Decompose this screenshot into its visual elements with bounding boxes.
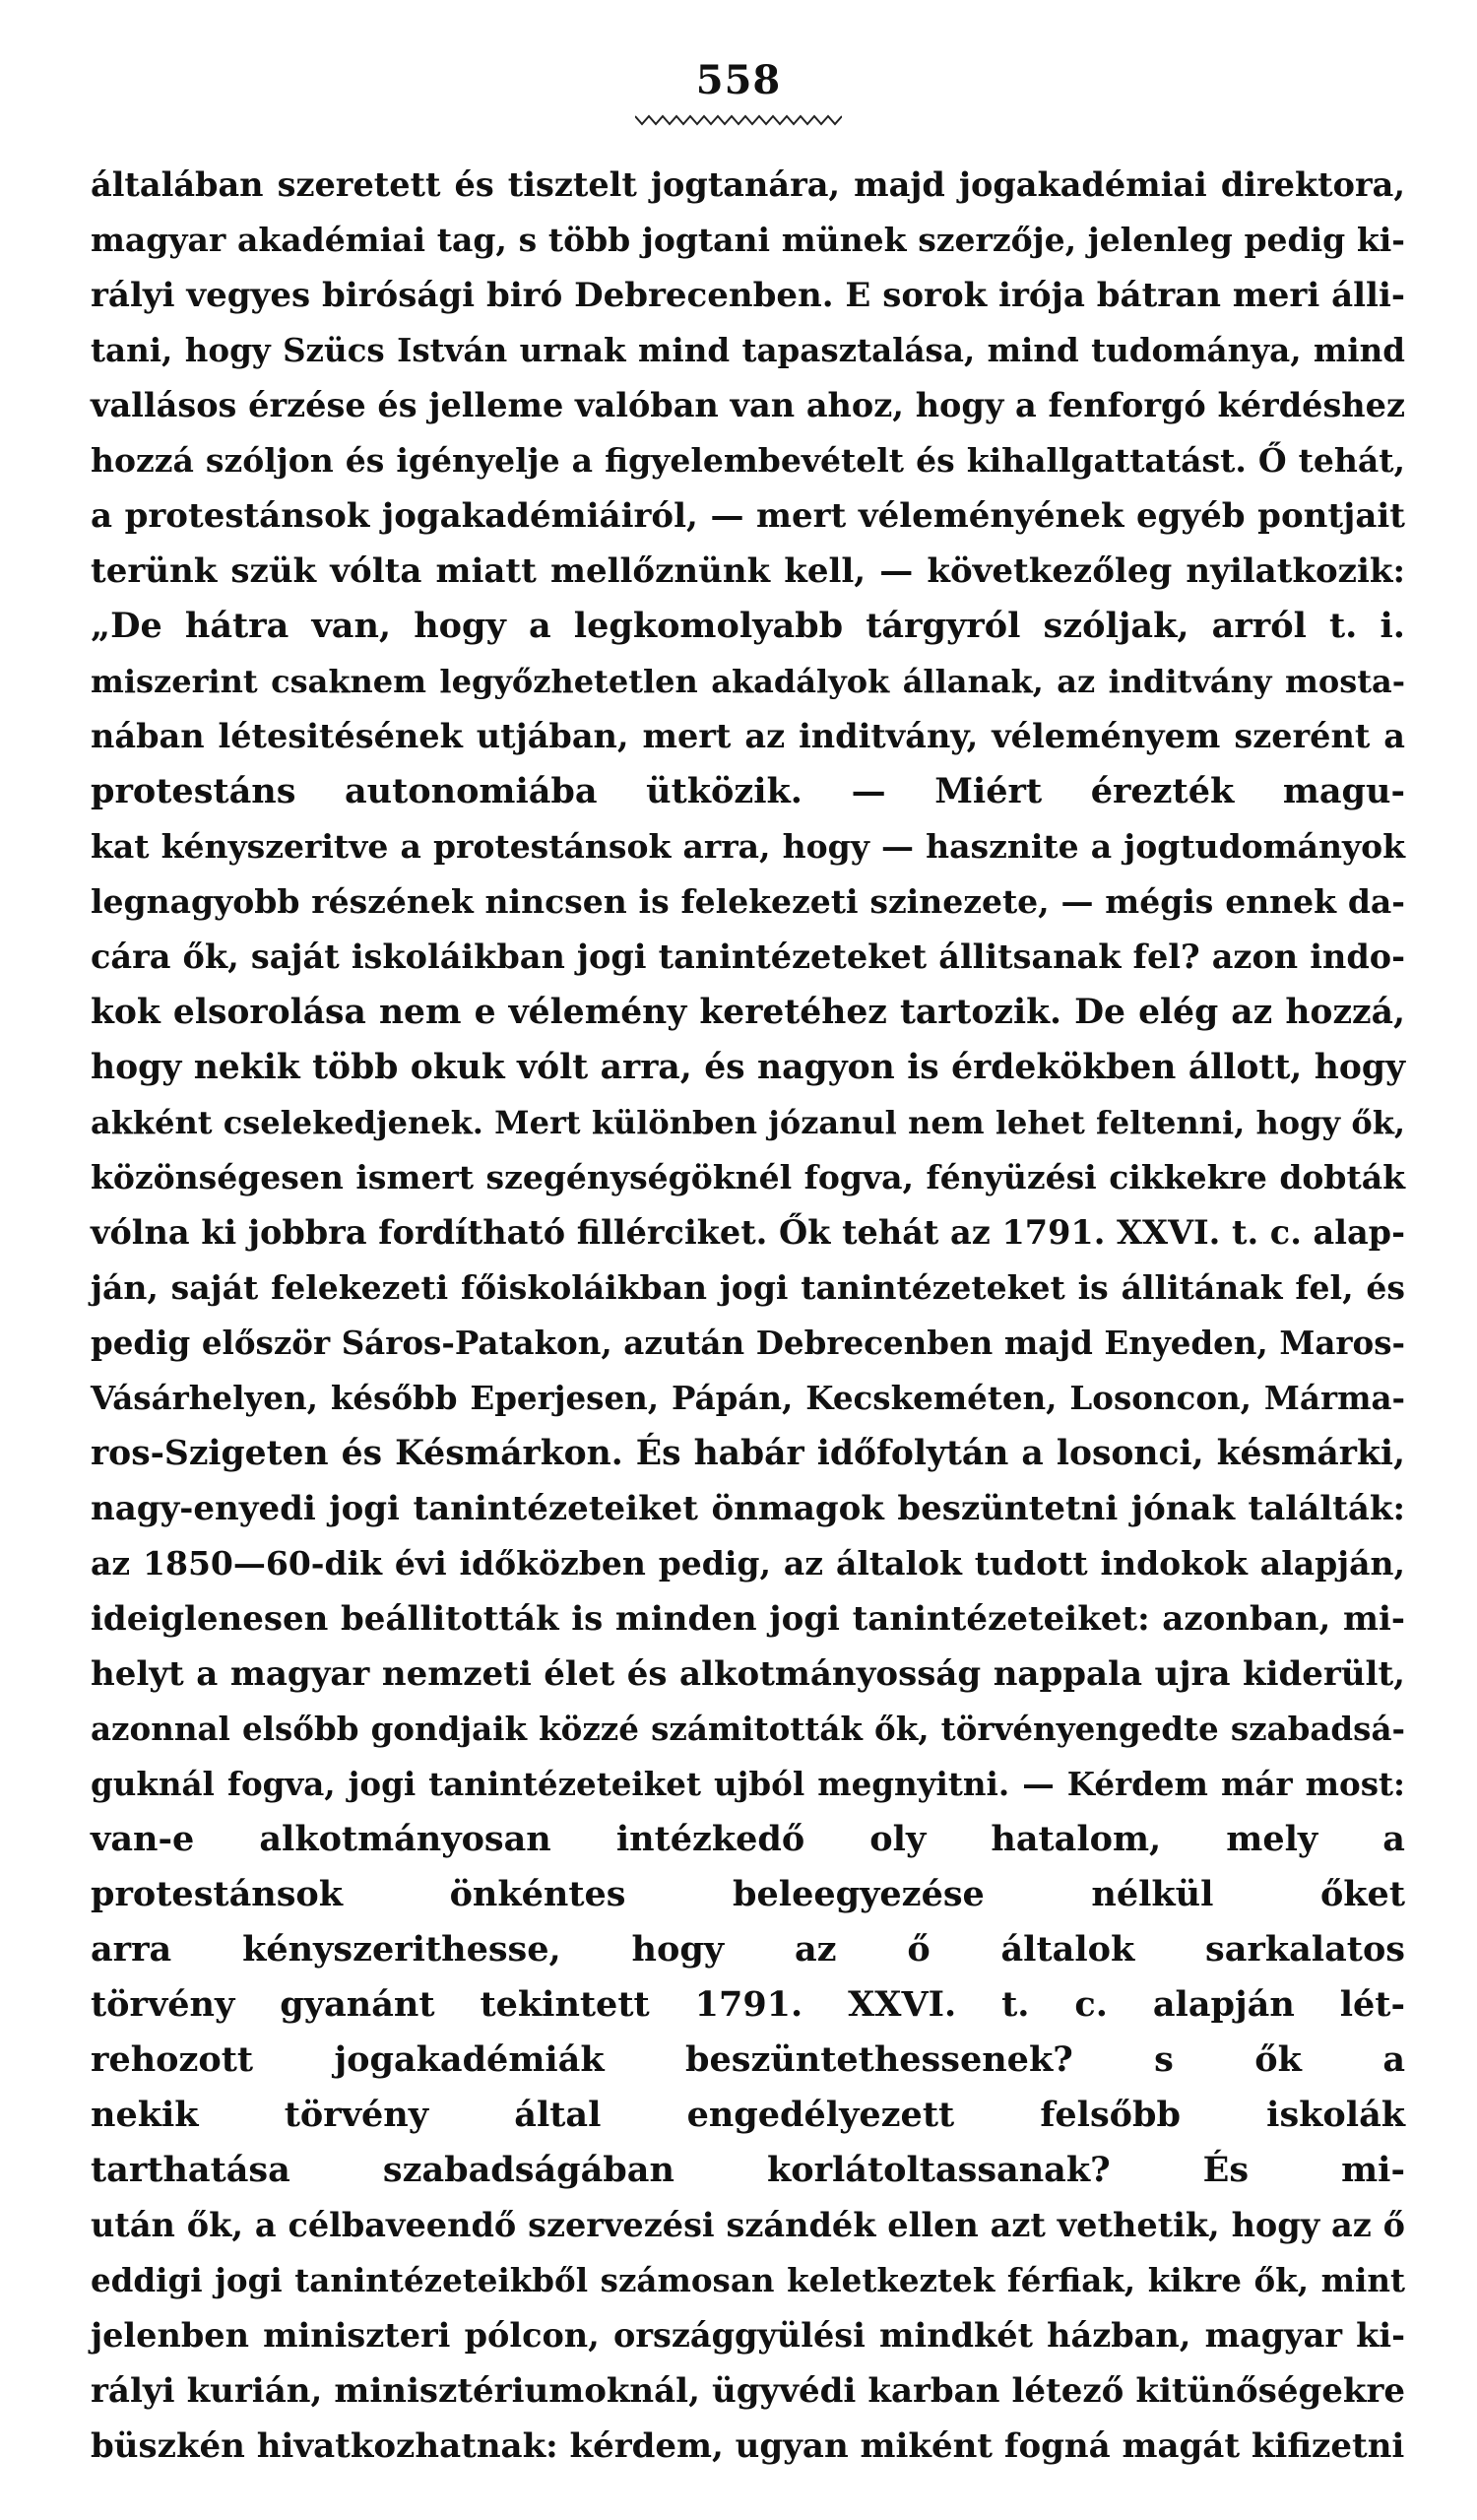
text-line: Vásárhelyen, később Eperjesen, Pápán, Kecskeméten, Losoncon, Mármа- — [91, 1379, 1405, 1417]
text-line: eddigi jogi tanintézeteikből számosan keletkeztek férfiak, kikre ők, mint — [91, 2261, 1405, 2299]
text-line: a protestánsok jogakadémiáiról, — mert véleményének egyéb pontjait — [91, 496, 1405, 536]
text-line: „De hátra van, hogy a legkomolyabb tárgyról szóljak, arról t. i. — [91, 606, 1405, 646]
text-line: cára ők, saját iskoláikban jogi tanintézeteket állitsanak fel? azon indo- — [91, 937, 1405, 976]
text-line: akként cselekedjenek. Mert különben józanul nem lehet feltenni, hogy ők, — [91, 1104, 1405, 1141]
text-line: rályi kurián, minisztériumoknál, ügyvédi karban létező kitünőségekre — [91, 2371, 1405, 2411]
text-line: pedig először Sáros-Patakon, azután Debrecenben majd Enyeden, Maros- — [91, 1324, 1405, 1362]
text-line: jelenben miniszteri pólcon, országgyülési mindkét házban, magyar ki- — [91, 2316, 1405, 2355]
text-line: vallásos érzése és jelleme valóban van ahoz, hogy a fenforgó kérdéshez — [91, 386, 1405, 424]
text-line: kok elsorolása nem e vélemény keretéhez tartozik. De elég az hozzá, — [91, 993, 1405, 1032]
page-number: 558 — [695, 57, 782, 103]
text-line: nekik törvény által engedélyezett felsőbb iskolák — [91, 2095, 1405, 2135]
text-line: azonnal elsőbb gondjaik közzé számitották ők, törvényengedte szabadsá- — [91, 1710, 1405, 1748]
text-line: hozzá szóljon és igényelje a figyelembevételt és kihallgattatást. Ő tehát, — [91, 441, 1405, 480]
text-line: általában szeretett és tisztelt jogtanára, majd jogakadémiai direktora, — [91, 165, 1405, 204]
text-line: terünk szük vólta miatt mellőznünk kell, — következőleg nyilatkozik: — [91, 551, 1405, 591]
text-line: guknál fogva, jogi tanintézeteiket ujból megnyitni. — Kérdem már most: — [91, 1765, 1405, 1803]
text-line: legnagyobb részének nincsen is felekezeti szinezete, — mégis ennek da- — [91, 882, 1405, 921]
text-line: vólna ki jobbra fordítható fillérciket. Ők tehát az 1791. XXVI. t. c. alap- — [91, 1213, 1405, 1252]
text-line: tarthatása szabadságában korlátoltassanak? És mi- — [91, 2150, 1405, 2190]
text-line: arra kényszerithesse, hogy az ő általok sarkalatos — [91, 1929, 1405, 1970]
text-line: hogy nekik több okuk vólt arra, és nagyon is érdekökben állott, hogy — [91, 1048, 1405, 1087]
text-line: ideiglenesen beállitották is minden jogi tanintézeteiket: azonban, mi- — [91, 1599, 1405, 1639]
text-line: törvény gyanánt tekintett 1791. XXVI. t. c. alapján lét- — [91, 1984, 1405, 2025]
text-line: nagy-enyedi jogi tanintézeteiket önmagok beszüntetni jónak találták: — [91, 1489, 1405, 1528]
text-line: ros-Szigeten és Késmárkon. És habár időfolytán a losonci, késmárki, — [91, 1434, 1405, 1473]
text-line: rehozott jogakadémiák beszüntethessenek? s ők a — [91, 2039, 1405, 2080]
text-line: ján, saját felekezeti főiskoláikban jogi tanintézeteket is állitának fel, és — [91, 1268, 1405, 1307]
text-line: nában létesitésének utjában, mert az inditvány, véleményem szerént a — [91, 717, 1405, 755]
body-text — [91, 158, 1405, 2474]
ornament-divider — [635, 113, 842, 127]
text-line: miszerint csaknem legyőzhetetlen akadályok állanak, az inditvány mosta- — [91, 663, 1405, 700]
text-line: van-e alkotmányosan intézkedő oly hatalom, mely a — [91, 1819, 1405, 1859]
text-line: az 1850—60-dik évi időközben pedig, az általok tudott indokok alapján, — [91, 1544, 1405, 1583]
text-line: után ők, a célbaveendő szervezési szándék ellen azt vethetik, hogy az ő — [91, 2206, 1405, 2244]
text-line: helyt a magyar nemzeti élet és alkotmányosság nappala ujra kiderült, — [91, 1654, 1405, 1694]
text-line: magyar akadémiai tag, s több jogtani münek szerzője, jelenleg pedig ki- — [91, 221, 1405, 259]
text-line: rályi vegyes birósági biró Debrecenben. E sorok irója bátran meri álli- — [91, 276, 1405, 315]
text-line: protestáns autonomiába ütközik. — Miért érezték magu- — [91, 771, 1405, 811]
text-line: kat kényszeritve a protestánsok arra, hogy — hasznite a jogtudományok — [91, 827, 1405, 866]
text-line: büszkén hivatkozhatnak: kérdem, ugyan miként fogná magát kifizetni — [91, 2426, 1405, 2466]
text-line: közönségesen ismert szegénységöknél fogva, fényüzési cikkekre dobták — [91, 1158, 1405, 1196]
text-line: tani, hogy Szücs István urnak mind tapasztalása, mind tudománya, mind — [91, 331, 1405, 369]
text-line: protestánsok önkéntes beleegyezése nélkül őket — [91, 1874, 1405, 1914]
